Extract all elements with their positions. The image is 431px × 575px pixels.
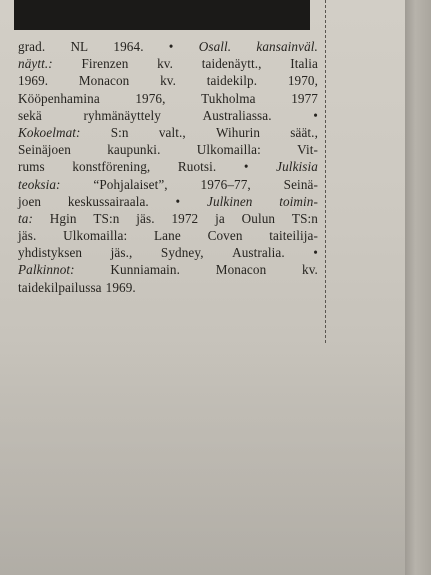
word: ryhmänäyttely xyxy=(83,107,161,123)
text-line xyxy=(18,38,318,55)
word: rums xyxy=(18,159,45,175)
word: kv. xyxy=(157,56,174,72)
word: 1964. xyxy=(113,39,144,54)
text-line xyxy=(18,227,318,244)
text-line xyxy=(18,244,318,261)
word: 1977 xyxy=(291,90,318,106)
word: taidenäytt., xyxy=(201,56,262,72)
word: Monacon xyxy=(215,262,267,278)
word: Hgin xyxy=(49,210,77,226)
word: jäs., xyxy=(110,245,133,261)
text-line xyxy=(18,176,318,193)
text-line xyxy=(18,193,318,210)
word: • xyxy=(313,107,318,123)
word: NL xyxy=(70,39,89,54)
word: säät., xyxy=(290,124,318,140)
word: Australia. xyxy=(232,245,285,261)
word: • xyxy=(175,193,181,209)
word: ta: xyxy=(18,210,33,226)
word: kaupunki. xyxy=(107,142,161,158)
text-line xyxy=(18,158,318,175)
header-black-bar xyxy=(14,0,310,30)
word: jäs. xyxy=(18,228,37,244)
word: Kööpenhamina xyxy=(18,90,100,106)
word: Oulun xyxy=(241,210,276,226)
text-line xyxy=(18,55,318,72)
word: taidekilp. xyxy=(206,73,258,89)
word: S:n xyxy=(110,124,129,140)
word: teoksia: xyxy=(18,176,61,192)
word: Kokoelmat: xyxy=(18,124,81,140)
word: Osall. xyxy=(198,39,232,54)
text-line xyxy=(18,210,318,227)
word: Seinä- xyxy=(283,176,318,192)
word: Monacon xyxy=(78,73,130,89)
word: Ulkomailla: xyxy=(196,142,261,158)
word: Vit- xyxy=(297,142,318,158)
text-line xyxy=(18,72,318,89)
word: Australiassa. xyxy=(202,107,272,123)
word: • xyxy=(243,159,249,175)
word: • xyxy=(168,39,174,54)
word: Lane xyxy=(154,228,181,244)
word: näytt.: xyxy=(18,56,53,72)
text-line xyxy=(18,279,318,296)
text-line xyxy=(18,107,318,124)
text-line xyxy=(18,124,318,141)
word: Coven xyxy=(207,228,243,244)
word: Julkisia xyxy=(276,159,318,175)
word: • xyxy=(313,245,318,261)
word: 1969. xyxy=(18,73,49,89)
word: toimin- xyxy=(279,193,318,209)
word: Tukholma xyxy=(201,90,256,106)
word: kv. xyxy=(160,73,176,89)
text-line xyxy=(18,261,318,278)
word: 1976, xyxy=(135,90,166,106)
word: “Pohjalaiset”, xyxy=(93,176,168,192)
biography-entry xyxy=(18,38,318,296)
word: TS:n xyxy=(291,210,318,226)
word: Palkinnot: xyxy=(18,262,75,278)
text-line xyxy=(18,90,318,107)
word: Seinäjoen xyxy=(18,142,71,158)
word: grad. xyxy=(18,39,46,54)
word: taiteilija- xyxy=(269,228,318,244)
word: jäs. xyxy=(136,210,155,226)
word: Kunniamain. xyxy=(110,262,181,278)
word: valt., xyxy=(158,124,186,140)
next-page-edge xyxy=(405,0,431,575)
word: Italia xyxy=(290,56,318,72)
word: keskussairaala. xyxy=(67,193,149,209)
word: sekä xyxy=(18,107,42,123)
word: Julkinen xyxy=(207,193,253,209)
word: Firenzen xyxy=(81,56,129,72)
word: yhdistyksen xyxy=(18,245,83,261)
word: joen xyxy=(18,193,42,209)
word: TS:n xyxy=(93,210,120,226)
word: Sydney, xyxy=(160,245,204,261)
text-line xyxy=(18,141,318,158)
word: 1972 xyxy=(171,210,199,226)
word: 1970, xyxy=(287,73,318,89)
word: 1976–77, xyxy=(200,176,251,192)
word: taidekilpailussa xyxy=(18,279,102,295)
page-shadow xyxy=(0,340,405,575)
word: 1969. xyxy=(105,279,136,295)
column-divider-rule xyxy=(325,0,326,343)
word: kansainväl. xyxy=(256,39,318,54)
word: Wihurin xyxy=(215,124,261,140)
word: konstförening, xyxy=(72,159,151,175)
word: ja xyxy=(215,210,225,226)
word: kv. xyxy=(302,262,318,278)
word: Ruotsi. xyxy=(177,159,217,175)
word: Ulkomailla: xyxy=(63,228,128,244)
